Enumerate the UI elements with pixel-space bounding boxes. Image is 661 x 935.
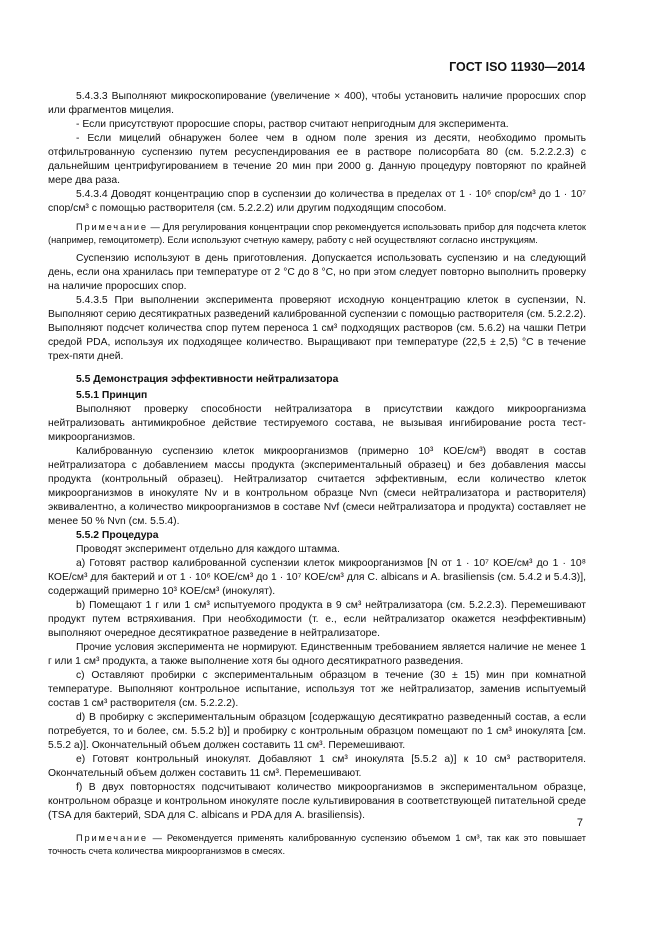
paragraph: Проводят эксперимент отдельно для каждого штамма. (76, 544, 340, 555)
note-dash: — (147, 222, 163, 232)
page-number: 7 (576, 817, 583, 829)
note (48, 221, 586, 247)
paragraph: Прочие условия эксперимента не нормируют. Единственным требованием является наличие не менее 1 г или 1 см³ продукта, а также выполнение хотя бы одного десятикратного разведения. (48, 642, 586, 667)
standard-header: ГОСТ ISO 11930—2014 (449, 60, 585, 74)
list-item: с) Оставляют пробирки с экспериментальным образцом в течение (30 ± 15) мин при комнатной температуре. Выполняют контрольное испытание, используя тот же нейтрализатор, заменив испытуемый состав 1 см³ растворителя (см. 5.2.2.2). (48, 670, 586, 709)
section-heading: 5.5 Демонстрация эффективности нейтрализатора (76, 374, 339, 385)
list-item: b) Помещают 1 г или 1 см³ испытуемого продукта в 9 см³ нейтрализатора (см. 5.2.2.3). Перемешивают продукт путем встряхивания. При необходимости (т. е., если нейтрализатор окажется неэффективным) выполняют очередное десятикратное разведение в нейтрализаторе. (48, 600, 586, 639)
paragraph: - Если мицелий обнаружен более чем в одном поле зрения из десяти, необходимо промыть отфильтрованную суспензию путем ресуспендирования ее в растворе полисорбата 80 (см. 5.2.2.2.3) с дальнейшим центрифугированием в течение 20 мин при 2000 g. Данную процедуру повторяют по крайней мере два раза. (48, 133, 586, 186)
note-label: Примечание (76, 833, 148, 843)
note-label: Примечание (76, 222, 148, 232)
list-item: d) В пробирку с экспериментальным образцом [содержащую десятикратно разведенный состав, а если потребуется, то и более, см. 5.5.2 b)] и пробирку с контрольным образцом помещают по 1 см³ инокулята [см. 5.5.2 а)]. Окончательный объем должен составить 11 см³. Перемешивают. (48, 712, 586, 751)
note-text: Рекомендуется применять калиброванную суспензию объемом 1 см³, так как это повышает точность счета количества микроорганизмов в смесях. (48, 833, 586, 856)
note-dash: — (147, 833, 167, 843)
paragraph: Калиброванную суспензию клеток микроорганизмов (примерно 10³ КОЕ/см³) вводят в состав нейтрализатора с добавлением массы продукта (экспериментальный образец) и без добавления массы продукта (контрольный образец). Нейтрализатор считается эффективным, если количество клеток микроорганизмов в инокуляте Nv и в контрольном образце Nvn (смеси нейтрализатора и растворителя) эквивалентно, а количество микроорганизмов в составе Nvf (смеси нейтрализатора и продукта) составляет не менее 50 % Nvn (см. 5.5.4). (48, 446, 586, 527)
list-item: е) Готовят контрольный инокулят. Добавляют 1 см³ инокулята [5.5.2 а)] к 10 см³ растворителя. Окончательный объем должен составить 11 см³. Перемешивают. (48, 754, 586, 779)
paragraph: - Если присутствуют проросшие споры, раствор считают непригодным для эксперимента. (76, 119, 509, 130)
document-body (48, 90, 586, 863)
paragraph: 5.4.3.3 Выполняют микроскопирование (увеличение × 400), чтобы установить наличие проросших спор или фрагментов мицелия. (48, 91, 586, 116)
subsection-heading: 5.5.1 Принцип (76, 390, 148, 401)
subsection-heading: 5.5.2 Процедура (76, 530, 159, 541)
paragraph: 5.4.3.4 Доводят концентрацию спор в суспензии до количества в пределах от 1 · 10⁶ спор/см³ до 1 · 10⁷ спор/см³ с помощью растворителя (см. 5.2.2.2) или другим подходящим способом. (48, 189, 586, 214)
list-item: f) В двух повторностях подсчитывают количество микроорганизмов в экспериментальном образце, контрольном образце и контрольном инокуляте после культивирования в соответствующей питательной среде (TSA для бактерий, SDA для C. albicans и PDA для A. brasiliensis). (48, 782, 586, 821)
list-item: а) Готовят раствор калиброванной суспензии клеток микроорганизмов [N от 1 · 10⁷ КОЕ/см³ до 1 · 10⁸ КОЕ/см³ для бактерий и от 1 · 10⁶ КОЕ/см³ до 1 · 10⁷ КОЕ/см³ для C. albicans и A. brasiliensis (см. 5.4.2 и 5.4.3)], содержащий примерно 10³ КОЕ/см³ (инокулят). (48, 558, 586, 597)
note (48, 832, 586, 858)
paragraph: Суспензию используют в день приготовления. Допускается использовать суспензию и на следующий день, если она хранилась при температуре от 2 °С до 8 °С, но при этом следует повторно выполнить проверку на наличие проросших спор. (48, 253, 586, 292)
paragraph: 5.4.3.5 При выполнении эксперимента проверяют исходную концентрацию клеток в суспензии, N. Выполняют серию десятикратных разведений калиброванной суспензии с помощью растворителя (см. 5.2.2.2). Выполняют подсчет количества спор путем переноса 1 см³ подходящих растворов (см. 5.6.2) на чашки Петри средой PDA, используя их подходящее количество. Выращивают при температуре (22,5 ± 2,5) °С в течение трех-пяти дней. (48, 295, 587, 362)
note-text: Для регулирования концентрации спор рекомендуется использовать прибор для подсчета клеток (например, гемоцитометр). Если используют счетную камеру, работу с ней осуществляют согласно инструкциям. (48, 222, 586, 245)
paragraph: Выполняют проверку способности нейтрализатора в присутствии каждого микроорганизма нейтрализовать антимикробное действие тестируемого состава, не вызывая ингибирование роста тест-микроорганизмов. (48, 404, 586, 443)
